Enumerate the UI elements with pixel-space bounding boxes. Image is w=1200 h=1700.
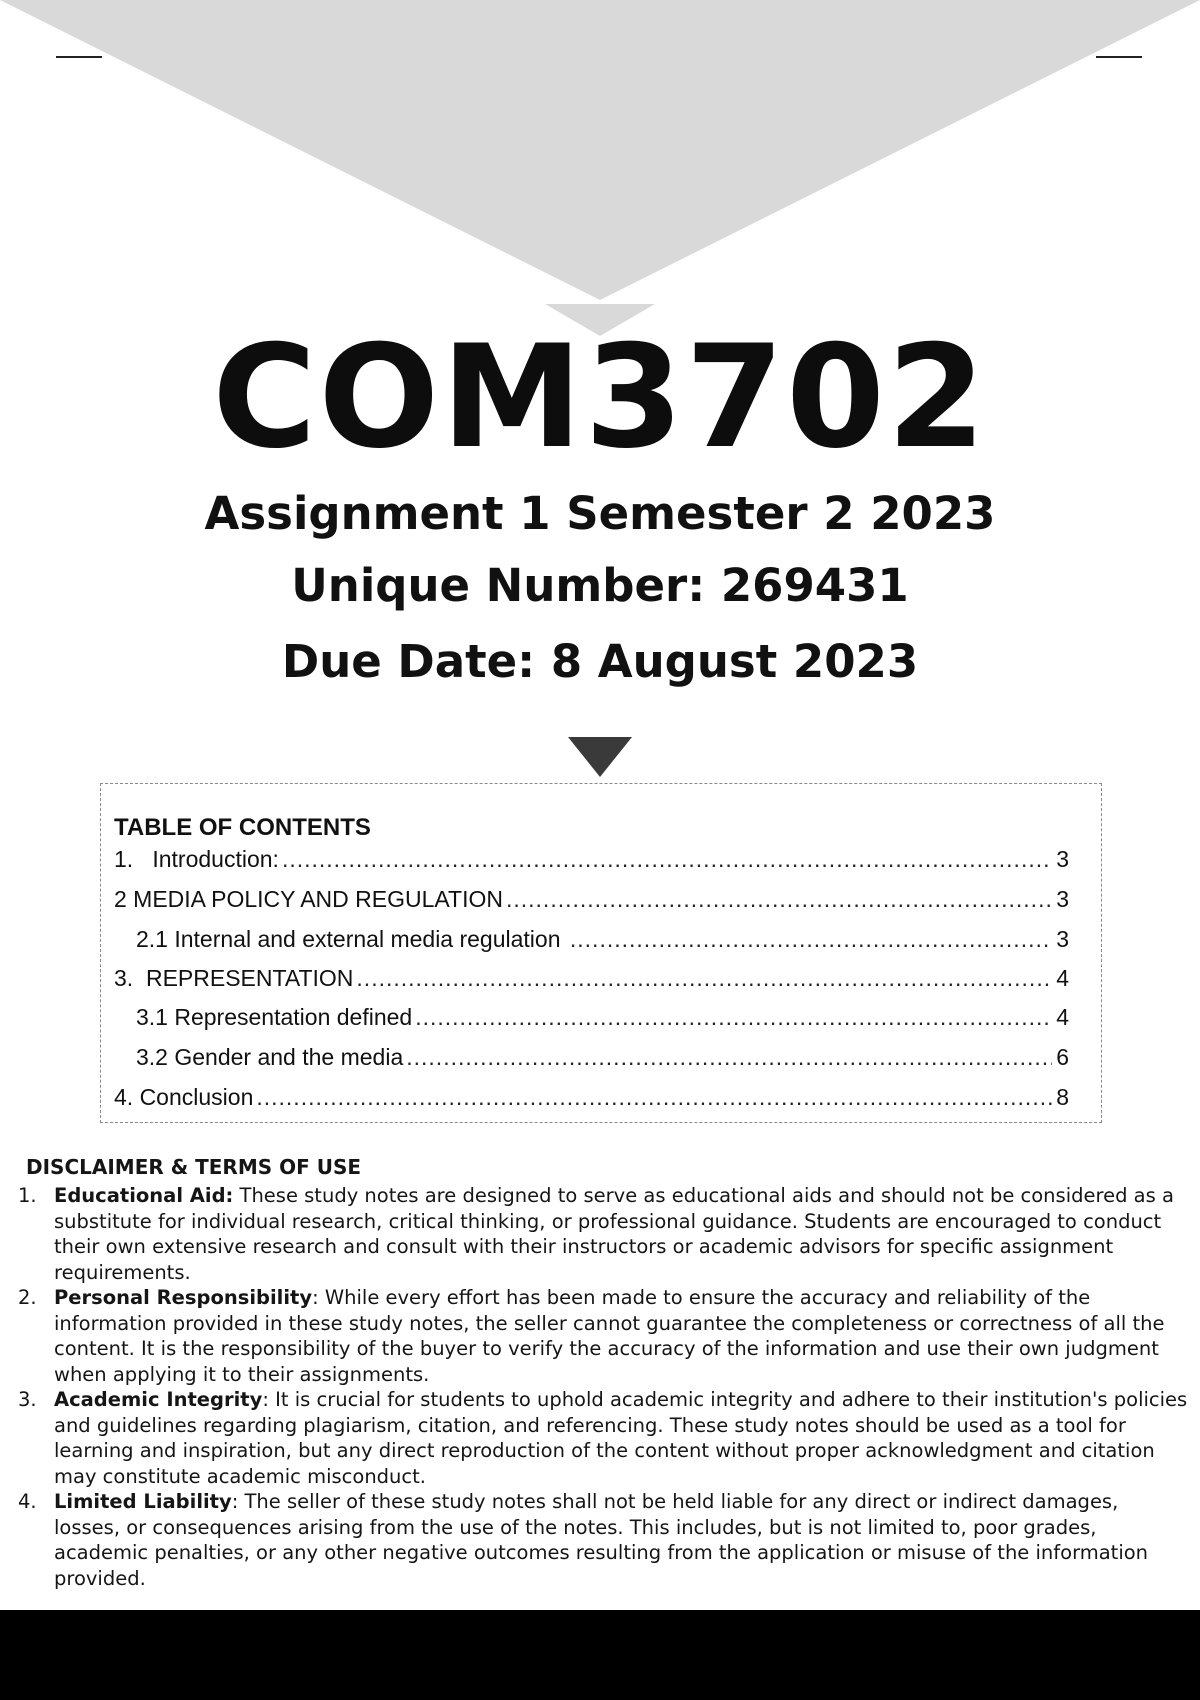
- toc-dot-leader: [415, 1004, 1052, 1031]
- toc-entry-label: 3. REPRESENTATION: [114, 965, 354, 991]
- disclaimer-item-text: : The seller of these study notes shall not be held liable for any direct or indirect damages, losses, or consequences arising from the use of the notes. This includes, but is not limited to, poor grades, academic penalties, or any other negative outcomes resulting from the application or misuse of the information provided.: [54, 1490, 1149, 1590]
- disclaimer-item-text: These study notes are designed to serve as educational aids and should not be considered as a substitute for individual research, critical thinking, or professional guidance. Students are encouraged to conduct their own extensive research and consult with their instructors or academic advisors for specific assignment requirements.: [54, 1184, 1174, 1284]
- cover-banner-shape: [0, 0, 1200, 340]
- disclaimer-item-text: : It is crucial for students to uphold academic integrity and adhere to their institution's policies and guidelines regarding plagiarism, citation, and referencing. These study notes should be used as a tool for learning and inspiration, but any direct reproduction of the content without proper acknowledgment and citation may constitute academic misconduct.: [54, 1388, 1188, 1488]
- disclaimer-heading: DISCLAIMER & TERMS OF USE: [26, 1155, 362, 1179]
- toc-entry-label: 3.1 Representation defined: [136, 1004, 413, 1030]
- toc-page-number: 3: [1056, 926, 1069, 952]
- toc-entry-label: 2 MEDIA POLICY AND REGULATION: [114, 886, 503, 912]
- toc-entry-conclusion[interactable]: [114, 1084, 1069, 1116]
- toc-page-number: 3: [1056, 846, 1069, 872]
- toc-dot-leader: [282, 846, 1052, 873]
- disclaimer-item-number: 2.: [18, 1286, 37, 1309]
- disclaimer-item: [18, 1489, 1190, 1591]
- due-date: Due Date: 8 August 2023: [281, 635, 919, 688]
- disclaimer-item-text: : While every effort has been made to ensure the accuracy and reliability of the information provided in these study notes, the seller cannot guarantee the completeness or correctness of all the content. It is the responsibility of the buyer to verify the accuracy of the information and use their own judgment when applying it to their assignments.: [54, 1286, 1165, 1386]
- toc-page-number: 4: [1056, 1004, 1069, 1030]
- corner-line-left: [56, 56, 102, 58]
- toc-page-number: 3: [1056, 886, 1069, 912]
- disclaimer-item: [18, 1387, 1190, 1489]
- toc-entry-representation[interactable]: [114, 965, 1069, 997]
- toc-entry-media-regulation[interactable]: [136, 926, 1069, 958]
- toc-entry-gender-media[interactable]: [136, 1044, 1069, 1076]
- disclaimer-item-term: Personal Responsibility: [54, 1286, 313, 1309]
- disclaimer-item-term: Limited Liability: [54, 1490, 232, 1513]
- footer-bar: [0, 1610, 1200, 1700]
- banner-chevron: [0, 0, 1200, 300]
- toc-dot-leader: [406, 1044, 1052, 1071]
- toc-entry-label: 1. Introduction:: [114, 846, 279, 872]
- disclaimer-item-number: 4.: [18, 1490, 37, 1513]
- toc-dot-leader: [356, 965, 1052, 992]
- table-of-contents: [100, 783, 1102, 1123]
- toc-page-number: 4: [1056, 965, 1069, 991]
- toc-page-number: 8: [1056, 1084, 1069, 1110]
- toc-dot-leader: [256, 1084, 1052, 1111]
- disclaimer-item: [18, 1285, 1190, 1387]
- toc-entry-label: 4. Conclusion: [114, 1084, 254, 1110]
- disclaimer-item-term: Educational Aid:: [54, 1184, 234, 1207]
- disclaimer-list: [18, 1183, 1190, 1591]
- toc-page-number: 6: [1056, 1044, 1069, 1070]
- disclaimer-item-term: Academic Integrity: [54, 1388, 263, 1411]
- disclaimer-item-number: 1.: [18, 1184, 37, 1207]
- toc-entry-label: 3.2 Gender and the media: [136, 1044, 404, 1070]
- toc-entry-label: 2.1 Internal and external media regulation: [136, 926, 567, 952]
- toc-dot-leader: [506, 886, 1052, 913]
- toc-heading: TABLE OF CONTENTS: [114, 814, 371, 841]
- disclaimer-item: [18, 1183, 1190, 1285]
- down-triangle-icon: [568, 737, 632, 777]
- unique-number: Unique Number: 269431: [291, 559, 909, 612]
- toc-entry-representation-defined[interactable]: [136, 1004, 1069, 1036]
- toc-entry-introduction[interactable]: [114, 846, 1069, 878]
- toc-dot-leader: [570, 926, 1052, 953]
- disclaimer-item-number: 3.: [18, 1388, 37, 1411]
- disclaimer-section: [18, 1155, 1190, 1591]
- assignment-subtitle: Assignment 1 Semester 2 2023: [204, 487, 996, 540]
- toc-entry-media-policy[interactable]: [114, 886, 1069, 918]
- corner-line-right: [1096, 56, 1142, 58]
- course-code-title: COM3702: [212, 315, 988, 480]
